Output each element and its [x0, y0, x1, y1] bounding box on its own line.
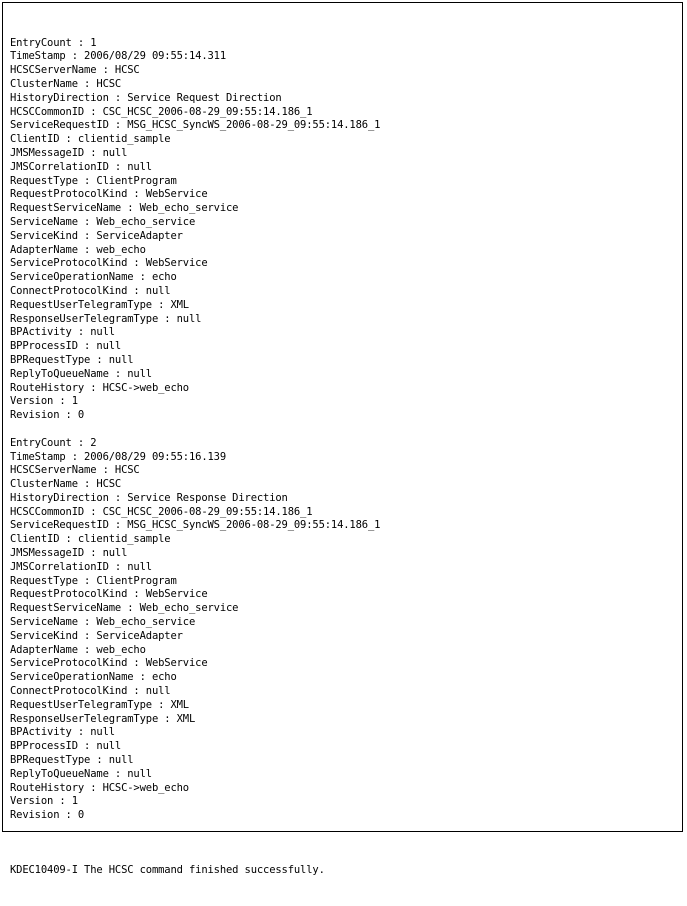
- history-field-line: RequestUserTelegramType : XML: [10, 298, 189, 311]
- history-field-line: ResponseUserTelegramType : XML: [10, 712, 196, 725]
- history-field-line: ReplyToQueueName : null: [10, 767, 152, 780]
- history-field-line: AdapterName : web_echo: [10, 243, 146, 256]
- history-field-line: JMSMessageID : null: [10, 146, 128, 159]
- history-field-line: ClientID : clientid_sample: [10, 533, 171, 546]
- history-field-line: EntryCount : 1: [10, 36, 97, 49]
- history-field-line: JMSCorrelationID : null: [10, 160, 152, 173]
- history-field-line: Revision : 0: [10, 409, 85, 422]
- history-field-line: RequestUserTelegramType : XML: [10, 698, 189, 711]
- history-field-line: HCSCCommonID : CSC_HCSC_2006-08-29_09:55:14.186_1: [10, 105, 313, 118]
- history-field-line: ServiceKind : ServiceAdapter: [10, 629, 183, 642]
- history-field-line: Revision : 0: [10, 809, 85, 822]
- history-field-line: ClusterName : HCSC: [10, 77, 122, 90]
- history-field-line: ServiceOperationName : echo: [10, 271, 177, 284]
- console-output: [10, 9, 676, 877]
- history-field-line: ServiceProtocolKind : WebService: [10, 657, 208, 670]
- history-field-line: BPProcessID : null: [10, 340, 122, 353]
- history-field-line: Version : 1: [10, 395, 78, 408]
- history-field-line: RouteHistory : HCSC->web_echo: [10, 781, 189, 794]
- history-field-line: HCSCServerName : HCSC: [10, 464, 140, 477]
- history-field-line: BPProcessID : null: [10, 740, 122, 753]
- history-field-line: ServiceName : Web_echo_service: [10, 616, 196, 629]
- history-field-line: AdapterName : web_echo: [10, 643, 146, 656]
- history-field-line: ServiceKind : ServiceAdapter: [10, 229, 183, 242]
- console-output-frame: [2, 2, 683, 877]
- history-field-line: HistoryDirection : Service Request Direction: [10, 91, 282, 104]
- history-field-line: TimeStamp : 2006/08/29 09:55:14.311: [10, 50, 227, 63]
- history-field-line: RequestType : ClientProgram: [10, 574, 177, 587]
- history-field-line: Version : 1: [10, 795, 78, 808]
- history-field-line: RequestProtocolKind : WebService: [10, 588, 208, 601]
- history-field-line: RouteHistory : HCSC->web_echo: [10, 381, 189, 394]
- history-field-line: BPActivity : null: [10, 326, 115, 339]
- history-field-line: HCSCServerName : HCSC: [10, 64, 140, 77]
- command-status-message: KDEC10409-I The HCSC command finished successfully.: [10, 864, 325, 877]
- history-entry: [10, 437, 676, 823]
- history-field-line: ClusterName : HCSC: [10, 478, 122, 491]
- history-field-line: TimeStamp : 2006/08/29 09:55:16.139: [10, 450, 227, 463]
- history-field-line: BPActivity : null: [10, 726, 115, 739]
- history-field-line: ServiceName : Web_echo_service: [10, 215, 196, 228]
- history-field-line: BPRequestType : null: [10, 353, 134, 366]
- history-entry: [10, 37, 676, 423]
- history-field-line: ServiceOperationName : echo: [10, 671, 177, 684]
- history-field-line: ClientID : clientid_sample: [10, 133, 171, 146]
- history-field-line: HistoryDirection : Service Response Direction: [10, 491, 288, 504]
- history-field-line: BPRequestType : null: [10, 754, 134, 767]
- history-field-line: JMSCorrelationID : null: [10, 560, 152, 573]
- history-field-line: ConnectProtocolKind : null: [10, 284, 171, 297]
- history-field-line: RequestServiceName : Web_echo_service: [10, 202, 239, 215]
- history-field-line: RequestType : ClientProgram: [10, 174, 177, 187]
- history-field-line: JMSMessageID : null: [10, 547, 128, 560]
- history-field-line: EntryCount : 2: [10, 436, 97, 449]
- history-entries: [10, 37, 676, 823]
- history-field-line: RequestProtocolKind : WebService: [10, 188, 208, 201]
- history-field-line: ServiceProtocolKind : WebService: [10, 257, 208, 270]
- history-field-line: ConnectProtocolKind : null: [10, 685, 171, 698]
- history-field-line: ServiceRequestID : MSG_HCSC_SyncWS_2006-08-29_09:55:14.186_1: [10, 119, 381, 132]
- history-field-line: ReplyToQueueName : null: [10, 367, 152, 380]
- history-field-line: RequestServiceName : Web_echo_service: [10, 602, 239, 615]
- history-field-line: ServiceRequestID : MSG_HCSC_SyncWS_2006-08-29_09:55:14.186_1: [10, 519, 381, 532]
- history-field-line: HCSCCommonID : CSC_HCSC_2006-08-29_09:55:14.186_1: [10, 505, 313, 518]
- history-field-line: ResponseUserTelegramType : null: [10, 312, 202, 325]
